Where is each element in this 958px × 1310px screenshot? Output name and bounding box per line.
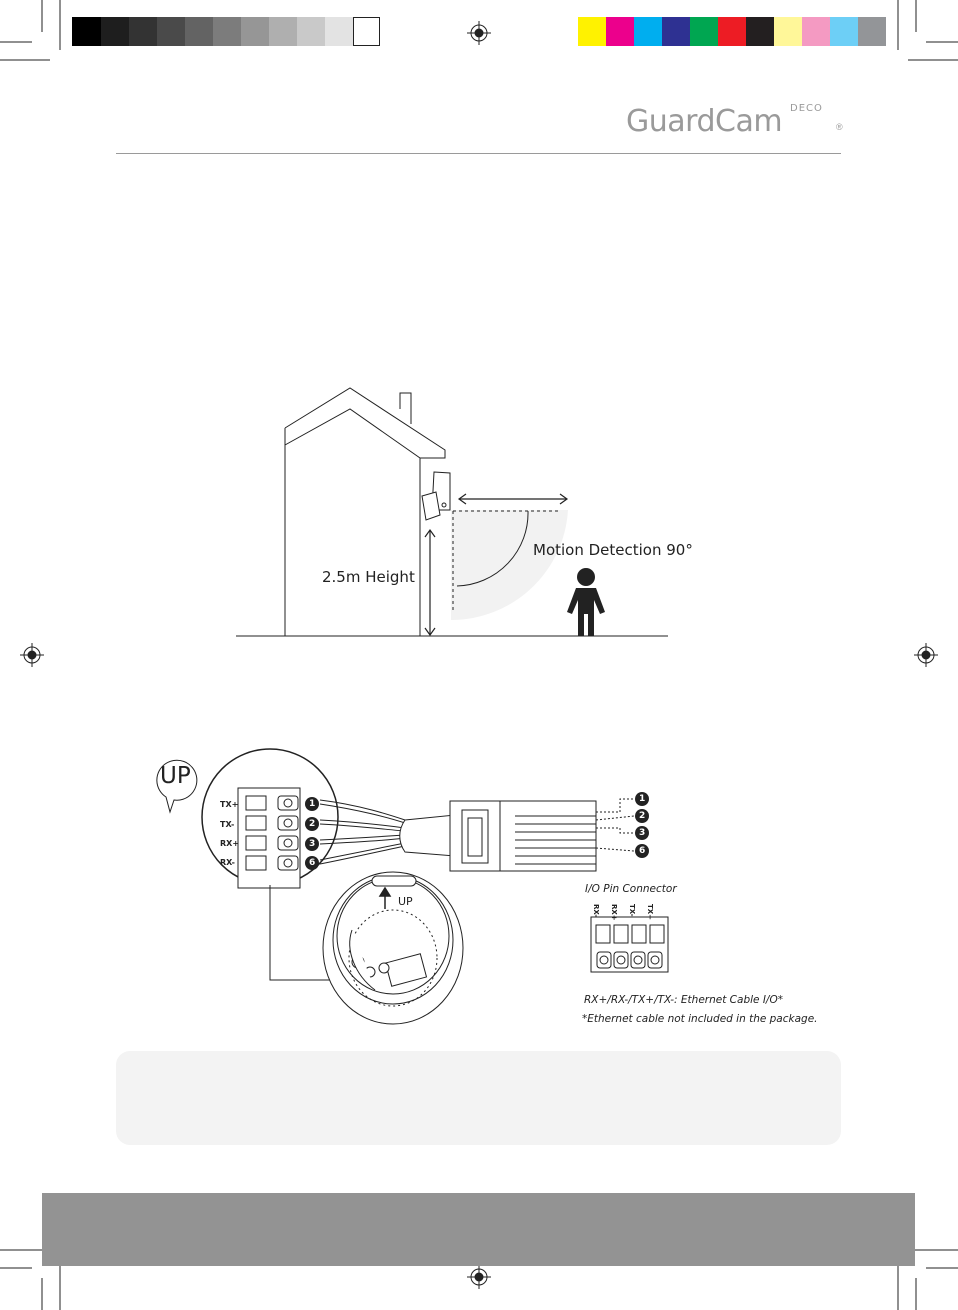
height-label: 2.5m Height <box>322 568 415 586</box>
detection-zone <box>451 510 568 620</box>
up-badge: UP <box>160 763 191 789</box>
terminal-label-rx-minus: RX- <box>220 858 235 867</box>
connector-pin-label: TX+ <box>646 904 654 921</box>
io-pin-connector <box>591 917 668 972</box>
brand-logo: GuardCam <box>626 104 783 139</box>
pin-number-right-3: 3 <box>639 828 646 838</box>
io-legend: RX+/RX-/TX+/TX-: Ethernet Cable I/O* <box>584 994 783 1006</box>
connector-title: I/O Pin Connector <box>585 883 677 895</box>
ethernet-cable <box>400 815 455 856</box>
ethernet-footnote: *Ethernet cable not included in the package. <box>582 1013 818 1025</box>
terminal-label-tx-plus: TX+ <box>220 800 239 809</box>
brand-registered-mark: ® <box>836 122 843 132</box>
terminal-label-rx-plus: RX+ <box>220 839 240 848</box>
pin-number-left-2: 2 <box>309 819 316 829</box>
pin-number-right-1: 1 <box>639 794 646 804</box>
pin-number-right-2: 2 <box>639 811 646 821</box>
connector-pin-label: RX+ <box>610 904 618 921</box>
range-arrow <box>459 494 567 504</box>
registration-mark-icon <box>467 1265 491 1289</box>
rj45-plug <box>450 801 596 871</box>
pin-number-left-3: 3 <box>309 839 316 849</box>
house <box>285 388 450 636</box>
wiring-diagram <box>0 700 958 1040</box>
note-box <box>116 1051 841 1145</box>
height-arrow <box>425 530 435 635</box>
camera-housing <box>323 872 463 1024</box>
person-icon <box>567 568 605 636</box>
pin-number-right-6: 6 <box>639 846 646 856</box>
pin-number-left-6: 6 <box>309 858 316 868</box>
footer-bar <box>42 1193 915 1266</box>
terminal-label-tx-minus: TX- <box>220 820 235 829</box>
pin-number-left-1: 1 <box>309 799 316 809</box>
brand-badge: DECO <box>790 103 823 114</box>
motion-detection-label: Motion Detection 90° <box>533 541 693 559</box>
pin-leaders <box>596 799 634 851</box>
connector-pin-label: RX- <box>592 904 600 918</box>
up-arrow-label: UP <box>398 895 413 908</box>
connector-pin-label: TX- <box>628 904 636 917</box>
terminal-block <box>238 788 300 888</box>
